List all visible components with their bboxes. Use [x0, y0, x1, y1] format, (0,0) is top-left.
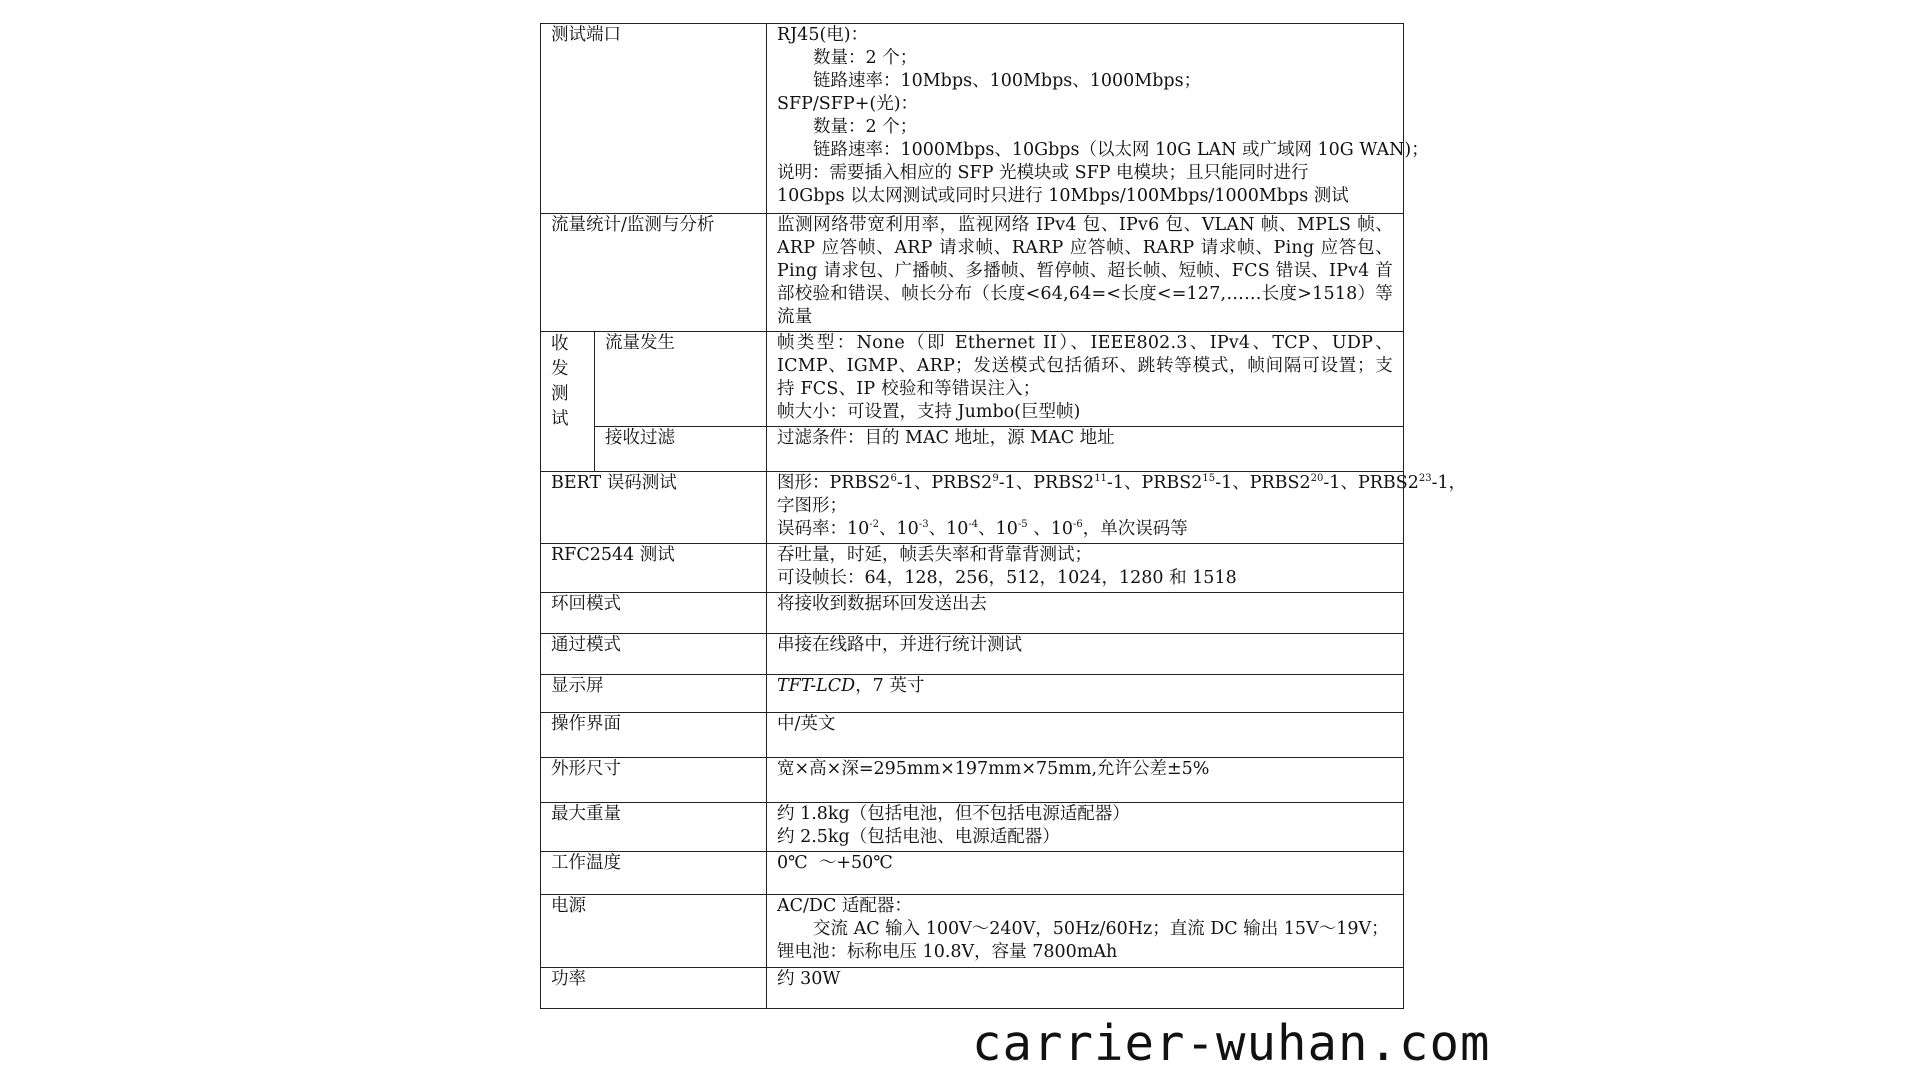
row-value-display: TFT-LCD，7 英寸 — [767, 675, 1404, 713]
row-value-power-supply: AC/DC 适配器： 交流 AC 输入 100V～240V，50Hz/60Hz；直流 DC 输出 15V～19V； 锂电池：标称电压 10.8V，容量 7800mAh — [767, 895, 1404, 968]
table-row — [541, 427, 1404, 472]
row-value-rx-filter: 过滤条件：目的 MAC 地址，源 MAC 地址 — [767, 427, 1404, 472]
row-label-power: 功率 — [541, 968, 767, 1009]
table-row — [541, 214, 1404, 332]
row-value-rfc2544: 吞吐量，时延，帧丢失率和背靠背测试； 可设帧长：64，128，256，512，1024，1280 和 1518 — [767, 544, 1404, 593]
row-label-weight: 最大重量 — [541, 803, 767, 852]
row-value-dimensions: 宽×高×深=295mm×197mm×75mm,允许公差±5% — [767, 758, 1404, 803]
table-row — [541, 895, 1404, 968]
row-label-passthrough: 通过模式 — [541, 634, 767, 675]
row-value-passthrough: 串接在线路中，并进行统计测试 — [767, 634, 1404, 675]
bert-ber-value: $10^{-3}$、 — [896, 519, 947, 539]
table-row — [541, 472, 1404, 544]
table-row — [541, 852, 1404, 895]
row-value-ui: 中/英文 — [767, 713, 1404, 758]
bert-ber-value: $10^{-6}$ — [1050, 519, 1083, 539]
bert-pattern: $PRBS2^{11}-1$、 — [1033, 473, 1142, 493]
table-row — [541, 634, 1404, 675]
table-row — [541, 675, 1404, 713]
bert-patterns: 图形：$PRBS2^6-1$、$PRBS2^9-1$、$PRBS2^{11}-1$、$PRBS2^{15}-1$、$PRBS2^{20}-1$、$PRBS2^{23}-1$， — [777, 473, 1467, 493]
group-label-txrx: 收 发 测 试 — [541, 332, 595, 472]
bert-pattern: $PRBS2^9-1$、 — [931, 473, 1034, 493]
row-label-bert: BERT 误码测试 — [541, 472, 767, 544]
bert-pattern: $PRBS2^{15}-1$、 — [1141, 473, 1250, 493]
row-label-dimensions: 外形尺寸 — [541, 758, 767, 803]
table-row — [541, 593, 1404, 634]
row-label-traffic-gen: 流量发生 — [595, 332, 767, 427]
watermark-url: carrier-wuhan.com — [972, 1015, 1491, 1072]
row-label-loopback: 环回模式 — [541, 593, 767, 634]
bert-ber-value: $10^{-4}$、 — [946, 519, 996, 539]
table-row — [541, 968, 1404, 1009]
row-label-rfc2544: RFC2544 测试 — [541, 544, 767, 593]
row-label-temperature: 工作温度 — [541, 852, 767, 895]
row-label-ui: 操作界面 — [541, 713, 767, 758]
row-label-rx-filter: 接收过滤 — [595, 427, 767, 472]
row-value-test-port: RJ45(电)： 数量：2 个； 链路速率：10Mbps、100Mbps、1000Mbps； SFP/SFP+(光)： 数量：2 个； 链路速率：1000Mbps、10Gbps（以太网 10G LAN 或广域网 10G WAN)； 说明：需要插入相应的 SFP 光模块或 SFP 电模块；且只能同时进行 10Gbps 以太网测试或同时只进行 10Mbps/100Mbps/1000Mbps 测试 — [767, 24, 1404, 214]
bert-pattern: $PRBS2^6-1$、 — [829, 473, 932, 493]
spec-table — [540, 23, 1467, 1009]
table-row — [541, 24, 1404, 214]
table-row — [541, 332, 1404, 427]
bert-ber-value: $10^{-5}$ 、 — [995, 519, 1051, 539]
row-value-power: 约 30W — [767, 968, 1404, 1009]
row-label-traffic-stats: 流量统计/监测与分析 — [541, 214, 767, 332]
table-row — [541, 544, 1404, 593]
bert-ber-value: $10^{-2}$、 — [847, 519, 897, 539]
bert-ber: 误码率：$10^{-2}$、$10^{-3}$、$10^{-4}$、$10^{-5}$ 、$10^{-6}$，单次误码等 — [777, 519, 1188, 539]
row-value-bert: 图形：$PRBS2^6-1$、$PRBS2^9-1$、$PRBS2^{11}-1$、$PRBS2^{15}-1$、$PRBS2^{20}-1$、$PRBS2^{23}-1$， 字图形； 误码率：$10^{-2}$、$10^{-3}$、$10^{-4}$、$10^{-5}$ 、$10^{-6}$，单次误码等 — [767, 472, 1404, 544]
table-row — [541, 758, 1404, 803]
row-label-test-port: 测试端口 — [541, 24, 767, 214]
row-value-weight: 约 1.8kg（包括电池，但不包括电源适配器） 约 2.5kg（包括电池、电源适配器） — [767, 803, 1404, 852]
row-label-display: 显示屏 — [541, 675, 767, 713]
row-value-traffic-gen: 帧类型：None（即 Ethernet II）、IEEE802.3、IPv4、TCP、UDP、ICMP、IGMP、ARP；发送模式包括循环、跳转等模式，帧间隔可设置；支持 FCS、IP 校验和等错误注入； 帧大小：可设置，支持 Jumbo(巨型帧) — [767, 332, 1404, 427]
bert-pattern: $PRBS2^{20}-1$、 — [1249, 473, 1358, 493]
bert-pattern: $PRBS2^{23}-1$， — [1357, 473, 1467, 493]
table-row — [541, 713, 1404, 758]
table-row — [541, 803, 1404, 852]
row-value-traffic-stats: 监测网络带宽利用率，监视网络 IPv4 包、IPv6 包、VLAN 帧、MPLS 帧、ARP 应答帧、ARP 请求帧、RARP 应答帧、RARP 请求帧、Ping 应答包、Ping 请求包、广播帧、多播帧、暂停帧、超长帧、短帧、FCS 错误、IPv4 首部校验和错误、帧长分布（长度<64,64=<长度<=127,……长度>1518）等流量 — [767, 214, 1404, 332]
row-value-loopback: 将接收到数据环回发送出去 — [767, 593, 1404, 634]
row-label-power-supply: 电源 — [541, 895, 767, 968]
row-value-temperature: 0℃ ～+50℃ — [767, 852, 1404, 895]
